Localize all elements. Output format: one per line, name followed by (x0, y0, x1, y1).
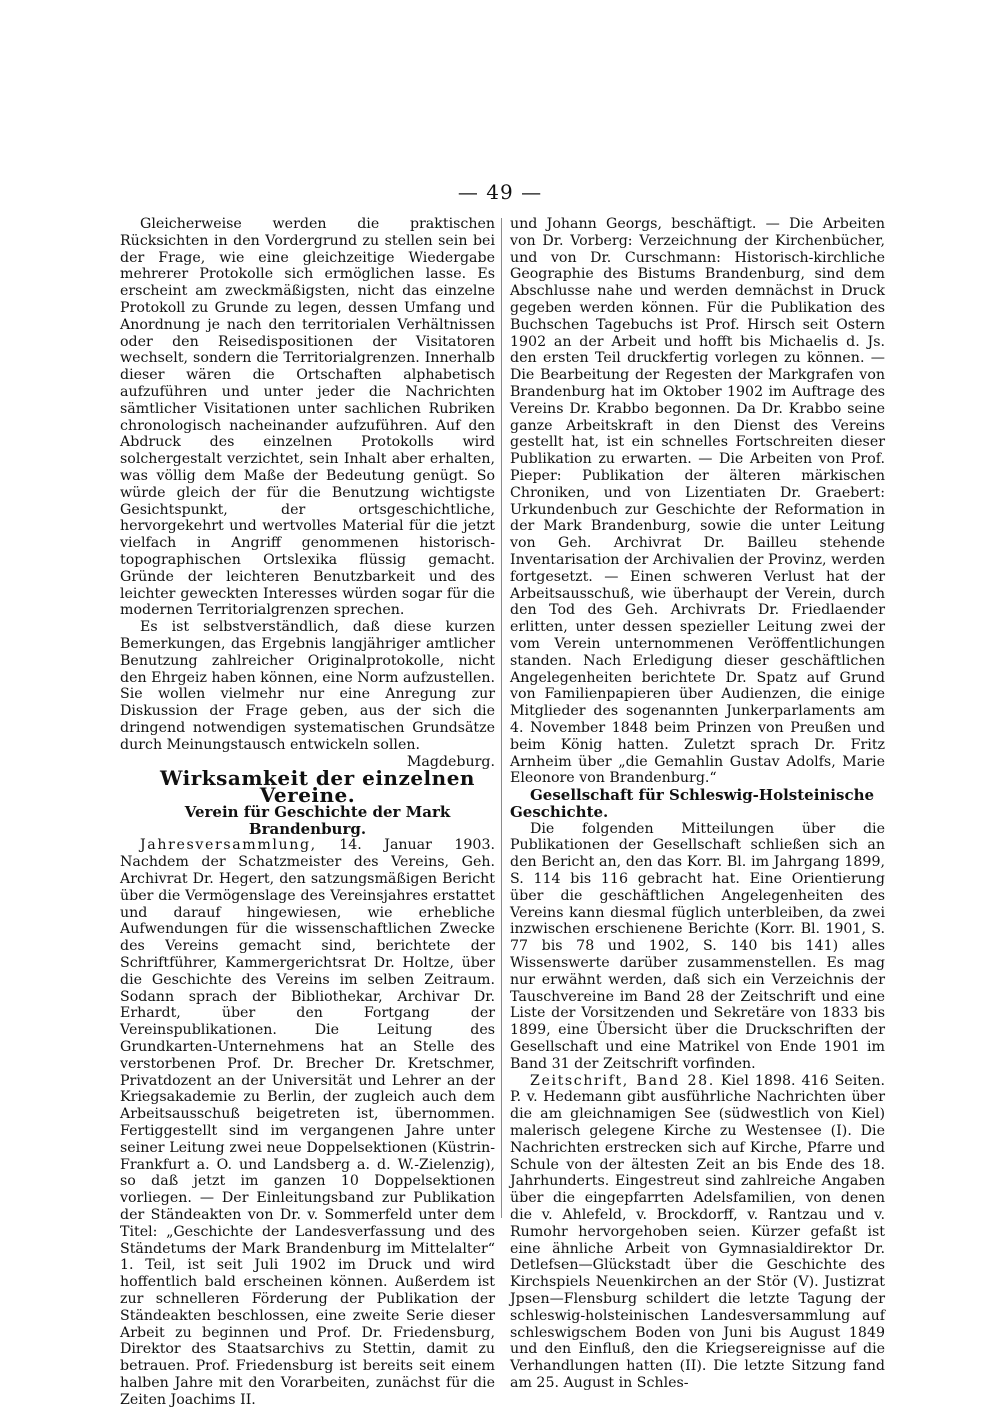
paragraph (120, 619, 495, 770)
page-number: — 49 — (457, 180, 543, 204)
society-heading: Verein für Geschichte der Mark Brandenburg. (184, 802, 451, 838)
paragraph: Gleicherweise werden die praktischen Rücksichten in den Vordergrund zu stellen sein bei der Frage, wie eine gleichzeitige Wiedergabe mehrerer Protokolle sich ermöglichen lasse. Es erscheint am zweckmäßigsten, nicht das einzelne Protokoll zu Grunde zu legen, dessen Umfang und Anordnung je nach den territorialen Verhältnissen oder den Reisedispositionen der Visitatoren wechselt, sondern die Territorialgrenzen. Innerhalb dieser wären die Ortschaften alphabetisch aufzuführen und unter jeder die Nachrichten sämtlicher Visitationen unter sachlichen Rubriken chronologisch nacheinander aufzuführen. Auf den Abdruck des einzelnen Protokolls wird solchergestalt verzichtet, sein Inhalt aber erhalten, was völlig dem Maße der Bedeutung genügt. So würde gleich der für die Benutzung wichtigste Gesichtspunkt, der ortsgeschichtliche, hervorgekehrt und wertvolles Material für die jetzt vielfach in Angriff genommenen historisch-topographischen Ortslexika flüssig gemacht. Gründe der leichteren Benutzbarkeit und des leichter geweckten Interesses würden sogar für die modernen Territorialgrenzen sprechen. (120, 216, 495, 619)
paragraph (510, 1073, 885, 1392)
paragraph: Die folgenden Mitteilungen über die Publikationen der Gesellschaft schließen sich an den Bericht an, den das Korr. Bl. im Jahrgang 1899, S. 114 bis 116 gebracht hat. Eine Orientierung über die geschäftlichen Angelegenheiten des Vereins kann diesmal füglich unterbleiben, da zwei inzwischen erschienene Berichte (Korr. Bl. 1901, S. 77 bis 78 und 1902, S. 140 bis 141) alles Wissenswerte darüber zusammenstellen. Es mag nur erwähnt werden, daß sich ein Verzeichnis der Tauschvereine im Band 28 der Zeitschrift und eine Liste der Vorsitzenden und Sekretäre von 1833 bis 1899, eine Übersicht über die Druckschriften der Gesellschaft und eine Matrikel von Ende 1901 im Band 31 der Zeitschrift vorfinden. (510, 820, 885, 1072)
spaced-lead: Zeitschrift, Band 28. (530, 1072, 715, 1089)
column-rule (501, 218, 502, 1218)
paragraph-text: 14. Januar 1903. Nachdem der Schatzmeister des Vereins, Geh. Archivrat Dr. Hegert, den satzungsmäßigen Bericht über die Vermögenslage des Vereinsjahres erstattet und darauf hingewiesen, wie erhebliche Aufwendungen für die wissenschaftlichen Zwecke des Vereins gemacht sind, berichtete der Schriftführer, Kammergerichtsrat Dr. Holtze, über die Geschichte des Vereins im selben Zeitraum. Sodann sprach der Bibliothekar, Archivar Dr. Erhardt, über den Fortgang der Vereinspublikationen. Die Leitung des Grundkarten-Unternehmens hat an Stelle des verstorbenen Prof. Dr. Brecher Dr. Kretschmer, Privatdozent an der Universität und Lehrer an der Kriegsakademie zu Berlin, der zugleich auch dem Arbeitsausschuß beigetreten ist, übernommen. Fertiggestellt sind im vergangenen Jahre unter seiner Leitung zwei neue Doppelsektionen (Küstrin-Frankfurt a. O. und Landsberg a. d. W.-Zielenzig), so daß jetzt im ganzen 10 Doppelsektionen vorliegen. — Der Einleitungsband zur Publikation der Ständeakten von Dr. v. Sommerfeld unter dem Titel: „Geschichte der Landesverfassung und des Ständetums der Mark Brandenburg im Mittelalter“ 1. Teil, ist seit Juli 1902 im Druck und wird hoffentlich bald erscheinen können. Außerdem ist zur schnelleren Förderung der Publikation der Ständeakten beschlossen, eine zweite Serie dieser Arbeit zu beginnen und Prof. Dr. Friedensburg, Direktor des Staatsarchivs zu Stettin, damit zu betrauen. Prof. Friedensburg ist bereits seit einem halben Jahre mit den Vorarbeiten, zunächst für die Zeiten Joachims II. (120, 837, 495, 1408)
paragraph-text: Kiel 1898. 416 Seiten. P. v. Hedemann gibt ausführliche Nachrichten über die am gleichnamigen See (südwestlich von Kiel) malerisch gelegene Kirche zu Westensee (I). Die Nachrichten erstrecken sich auf Kirche, Pfarre und Schule von der ältesten Zeit an bis Ende des 18. Jahrhunderts. Eingestreut sind zahlreiche Angaben über die eingepfarrten Adelsfamilien, von denen die v. Ahlefeld, v. Brockdorff, v. Rantzau und v. Rumohr hervorgehoben seien. Kürzer gefaßt ist eine ähnliche Arbeit von Gymnasialdirektor Dr. Detlefsen—Glückstadt über die Geschichte des Kirchspiels Neuenkirchen an der Stör (V). Justizrat Jpsen—Flensburg schildert die letzte Tagung der schleswig-holsteinischen Landesversammlung auf schleswigschem Boden von Juni bis August 1849 und den Einfluß, den die Kriegsereignisse auf die Verhandlungen hatten (II). Die letzte Sitzung fand am 25. August in Schles- (510, 1072, 885, 1391)
right-column (510, 216, 885, 1392)
left-column (120, 216, 495, 1409)
section-heading: Wirksamkeit der einzelnen Vereine. (160, 766, 475, 808)
spaced-lead: Jahresversammlung, (140, 837, 317, 854)
paragraph (120, 837, 495, 1408)
paragraph-text: Es ist selbstverständlich, daß diese kurzen Bemerkungen, das Ergebnis langjähriger amtlicher Benutzung zahlreicher Originalprotokolle, nicht den Ehrgeiz haben können, eine Norm aufzustellen. Sie wollen vielmehr nur eine Anregung zur Diskussion der Frage geben, aus der sich die dringend notwendigen systematischen Grundsätze durch Meinungstausch entwickeln sollen. (120, 619, 495, 753)
paragraph: und Johann Georgs, beschäftigt. — Die Arbeiten von Dr. Vorberg: Verzeichnung der Kirchenbücher, und von Dr. Curschmann: Historisch-kirchliche Geographie des Bistums Brandenburg, sind dem Abschlusse nahe und werden demnächst in Druck gegeben werden können. Für die Publikation des Buchschen Tagebuchs ist Prof. Hirsch seit Ostern 1902 an der Arbeit und hofft bis Michaelis d. Js. den ersten Teil druckfertig vorlegen zu können. — Die Bearbeitung der Regesten der Markgrafen von Brandenburg hat im Oktober 1902 im Auftrage des Vereins Dr. Krabbo begonnen. Da Dr. Krabbo seine ganze Arbeitskraft in den Dienst des Vereins gestellt hat, ist ein schnelles Fortschreiten dieser Publikation zu erwarten. — Die Arbeiten von Prof. Pieper: Publikation der älteren märkischen Chroniken, und von Lizentiaten Dr. Graebert: Urkundenbuch zur Geschichte der Reformation in der Mark Brandenburg, sowie die unter Leitung von Geh. Archivrat Dr. Bailleu stehende Inventarisation der Archivalien der Provinz, werden fortgesetzt. — Einen schweren Verlust hat der Arbeitsausschuß, wie überhaupt der Verein, durch den Tod des Geh. Archivrats Dr. Friedlaender erlitten, unter dessen spezieller Leitung zwei der vom Verein unternommenen Veröffentlichungen standen. Nach Erledigung dieser geschäftlichen Angelegenheiten berichtete Dr. Spatz auf Grund von Familienpapieren über Audienzen, die einige Mitglieder des sogenannten Junkerparlaments am 4. November 1848 beim Prinzen von Preußen und beim König hatten. Zuletzt sprach Dr. Fritz Arnheim über „die Gemahlin Gustav Adolfs, Marie Eleonore von Brandenburg.“ (510, 216, 885, 787)
signature: Magdeburg. (406, 753, 495, 770)
society-heading: Gesellschaft für Schleswig-Holsteinische Geschichte. (510, 786, 875, 821)
